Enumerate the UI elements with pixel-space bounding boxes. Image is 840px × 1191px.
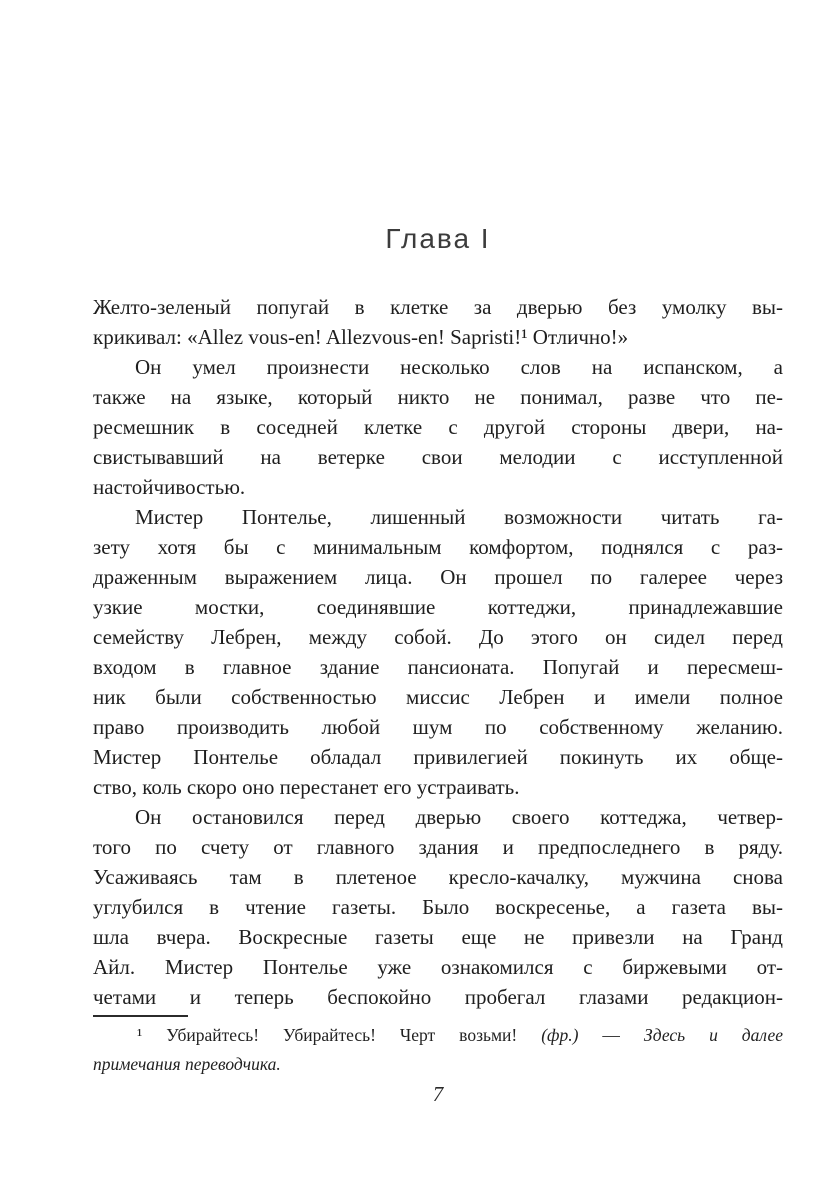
text-line: также на языке, который никто не понимал, разве что пе- — [93, 385, 783, 409]
footnote-line — [93, 1021, 783, 1050]
text-line: того по счету от главного здания и предпоследнего в ряду. — [93, 835, 783, 859]
footnote — [93, 1021, 783, 1078]
text-line: семейству Лебрен, между собой. До этого он сидел перед — [93, 625, 783, 649]
text-line: настойчивостью. — [93, 475, 246, 499]
text-line: Желто-зеленый попугай в клетке за дверью без умолку вы- — [93, 295, 783, 319]
text-line: Он умел произнести несколько слов на испанском, а — [135, 355, 783, 379]
text-line: крикивал: «Allez vous-en! Allezvous-en! Sapristi!¹ Отлично!» — [93, 325, 629, 349]
paragraph — [93, 502, 783, 802]
footnote-segment: — — [578, 1025, 644, 1045]
text-line: зету хотя бы с минимальным комфортом, поднялся с раз- — [93, 535, 783, 559]
footnote-segment-italic: (фр.) — [541, 1025, 579, 1045]
text-line: драженным выражением лица. Он прошел по галерее через — [93, 565, 783, 589]
text-line: свистывавший на ветерке свои мелодии с исступленной — [93, 445, 783, 469]
text-line: Он остановился перед дверью своего коттеджа, четвер- — [135, 805, 783, 829]
text-line: шла вчера. Воскресные газеты еще не привезли на Гранд — [93, 925, 783, 949]
text-line: Айл. Мистер Понтелье уже ознакомился с биржевыми от- — [93, 955, 783, 979]
text-line: право производить любой шум по собственному желанию. — [93, 715, 783, 739]
text-line: входом в главное здание пансионата. Попугай и пересмеш- — [93, 655, 783, 679]
text-line: Мистер Понтелье обладал привилегией покинуть их обще- — [93, 745, 783, 769]
footnote-line — [93, 1050, 783, 1079]
text-line: ство, коль скоро оно перестанет его устраивать. — [93, 775, 520, 799]
text-line: Мистер Понтелье, лишенный возможности читать га- — [135, 505, 783, 529]
footnote-segment: ¹ Убирайтесь! Убирайтесь! Черт возьми! — [137, 1025, 542, 1045]
paragraph — [93, 292, 783, 352]
chapter-title: Глава I — [385, 223, 491, 254]
text-line: ник были собственностью миссис Лебрен и имели полное — [93, 685, 783, 709]
text-line: четами и теперь беспокойно пробегал глазами редакцион- — [93, 985, 783, 1009]
paragraph — [93, 802, 783, 1012]
page-number: 7 — [432, 1082, 444, 1106]
text-line: углубился в чтение газеты. Было воскресенье, а газета вы- — [93, 895, 783, 919]
footnote-segment-italic: примечания переводчика. — [93, 1053, 281, 1074]
text-line: ресмешник в соседней клетке с другой стороны двери, на- — [93, 415, 783, 439]
text-line: Усаживаясь там в плетеное кресло-качалку, мужчина снова — [93, 865, 783, 889]
footnote-divider — [93, 1015, 188, 1017]
body-text — [93, 292, 783, 1078]
footnote-segment-italic: Здесь и далее — [643, 1025, 784, 1045]
paragraph — [93, 352, 783, 502]
text-line: узкие мостки, соединявшие коттеджи, принадлежавшие — [93, 595, 783, 619]
